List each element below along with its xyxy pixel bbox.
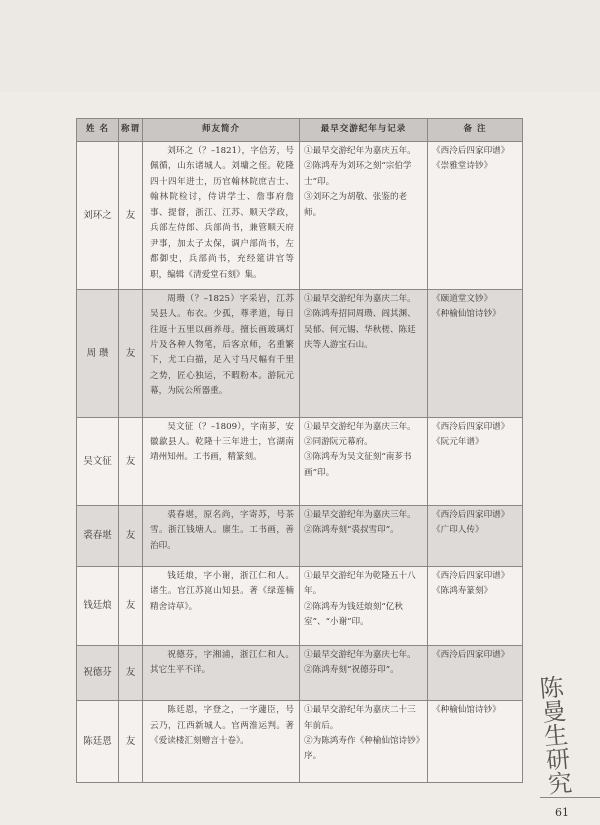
header-name: 姓 名 <box>77 119 119 142</box>
row-intro: 裘春堪，原名尚，字寄苏，号茶雪。浙江钱塘人。廪生。工书画，善治印。 <box>143 505 300 566</box>
table-row <box>77 417 523 505</box>
row-notes <box>428 701 523 783</box>
record-line: ①最早交游纪年为嘉庆五年。 <box>304 146 416 156</box>
header-notes: 备 注 <box>428 119 523 142</box>
row-name: 吴文征 <box>77 417 119 505</box>
record-line: ①最早交游纪年为嘉庆七年。 <box>304 649 416 660</box>
record-line: ②陈鸿寿刻“祝德芬印”。 <box>304 665 399 676</box>
row-relation: 友 <box>119 289 143 417</box>
page-top-band <box>0 0 600 92</box>
row-intro: 陈廷恩，字登之，一字蘧臣，号云乃，江西新城人。官两淮运判。著《爱读楼汇刻赠言十卷》。 <box>143 701 300 783</box>
record-line: ②同游阮元幕府。 <box>304 437 373 448</box>
row-notes <box>428 289 523 417</box>
row-notes <box>428 645 523 700</box>
note-line: 《陈鸿寿篆刻》 <box>432 586 493 597</box>
note-line: 《西泠后四家印谱》 <box>432 421 510 432</box>
row-relation: 友 <box>119 701 143 783</box>
record-line: ①最早交游纪年为嘉庆三年。 <box>304 421 416 432</box>
row-intro: 祝德芬，字湘浦，浙江仁和人。其它生平不详。 <box>143 645 300 700</box>
row-relation: 友 <box>119 142 143 290</box>
row-name: 祝德芬 <box>77 645 119 700</box>
row-records <box>300 701 428 783</box>
note-line: 《西泠后四家印谱》 <box>432 570 510 581</box>
row-notes <box>428 417 523 505</box>
row-records <box>300 645 428 700</box>
calligraphy-char: 陈 <box>538 673 565 704</box>
note-line: 《颐道堂文钞》 <box>432 293 493 304</box>
table-row <box>77 289 523 417</box>
row-name: 刘环之 <box>77 142 119 290</box>
table-row <box>77 645 523 700</box>
record-line: ②为陈鸿寿作《种榆仙馆诗钞》序。 <box>304 735 421 762</box>
page-number-rule <box>540 797 600 798</box>
row-intro: 刘环之（？–1821），字信芳，号佩循，山东诸城人。刘墉之侄。乾隆四十四年进士，历官翰林院庶吉士、翰林院检讨，侍讲学士、詹事府詹事、提督，浙江、江苏、顺天学政，兵部左侍郎、兵部尚书，兼管顺天府尹事，加太子太保，调户部尚书，左都御史，兵部尚书，充经筵讲官等职，编辑《清爱堂石刻》集。 <box>143 142 300 290</box>
record-line: ①最早交游纪年为嘉庆二年。 <box>304 293 416 304</box>
table-row <box>77 505 523 566</box>
row-relation: 友 <box>119 505 143 566</box>
friends-table <box>76 118 523 783</box>
record-line: ①最早交游纪年为嘉庆二十三年前后。 <box>304 705 416 731</box>
row-name: 周 瓒 <box>77 289 119 417</box>
row-records <box>300 505 428 566</box>
row-intro: 周瓒（？–1825）字采岩，江苏吴县人。布衣。少孤，尊孝道，每日往返十五里以画养母。擅长画玻璃灯片及各种人物笔，后客京师，名重繁下，尤工白描，足入寸马尺幅有千里之势，匠心独运，不暇粉本。游阮元幕，为阮公所器重。 <box>143 289 300 417</box>
calligraphy-char: 究 <box>547 768 574 799</box>
row-records <box>300 417 428 505</box>
row-records <box>300 289 428 417</box>
note-line: 《广印人传》 <box>432 525 484 536</box>
row-notes <box>428 566 523 645</box>
table-header-row <box>77 119 523 142</box>
table-row <box>77 142 523 290</box>
record-line: ①最早交游纪年为嘉庆三年。 <box>304 509 416 520</box>
note-line: 《崇雅堂诗钞》 <box>432 161 493 172</box>
record-line: ②陈鸿寿招同周瓒、阎其渊、吴郁、何元锡、华秋槎、陈廷庆等人游宝石山。 <box>304 309 416 351</box>
record-line: ②陈鸿寿刻“裘叔雪印”。 <box>304 525 399 536</box>
row-name: 陈廷恩 <box>77 701 119 783</box>
row-name: 裘春堪 <box>77 505 119 566</box>
calligraphy-char: 曼 <box>540 697 568 728</box>
row-relation: 友 <box>119 645 143 700</box>
calligraphy-char: 研 <box>544 744 572 775</box>
record-line: ②陈鸿寿为刘环之刻“宗伯学士”印。 <box>304 161 412 187</box>
calligraphy-char: 生 <box>542 721 570 751</box>
header-records: 最早交游纪年与记录 <box>300 119 428 142</box>
row-intro: 吴文征（？–1809），字南芗，安徽歙县人。乾隆十三年进士，官湖南靖州知州。工书画，精篆刻。 <box>143 417 300 505</box>
row-records <box>300 566 428 645</box>
row-relation: 友 <box>119 417 143 505</box>
header-intro: 师友简介 <box>143 119 300 142</box>
header-relation: 称谓 <box>119 119 143 142</box>
record-line: ③刘环之为胡敬、张鉴的老师。 <box>304 192 408 218</box>
note-line: 《阮元年谱》 <box>432 437 484 448</box>
row-notes <box>428 505 523 566</box>
row-intro: 钱廷烺，字小谢，浙江仁和人。诸生。官江苏崑山知县。著《绿莲楠精舍诗草》。 <box>143 566 300 645</box>
note-line: 《种榆仙馆诗钞》 <box>432 309 501 320</box>
row-relation: 友 <box>119 566 143 645</box>
note-line: 《种榆仙馆诗钞》 <box>432 705 501 716</box>
row-name: 钱廷烺 <box>77 566 119 645</box>
row-records <box>300 142 428 290</box>
record-line: ②陈鸿寿为钱廷烺刻“亿秋室”、“小谢”印。 <box>304 601 403 628</box>
note-line: 《西泠后四家印谱》 <box>432 649 510 660</box>
table-row <box>77 566 523 645</box>
note-line: 《西泠后四家印谱》 <box>432 146 510 156</box>
row-notes <box>428 142 523 290</box>
note-line: 《西泠后四家印谱》 <box>432 509 510 520</box>
side-calligraphy <box>539 675 573 797</box>
table-row <box>77 701 523 783</box>
record-line: ①最早交游纪年为乾隆五十八年。 <box>304 570 416 597</box>
record-line: ③陈鸿寿为吴文征刻“南芗书画”印。 <box>304 452 412 478</box>
page-number: 61 <box>555 806 569 819</box>
